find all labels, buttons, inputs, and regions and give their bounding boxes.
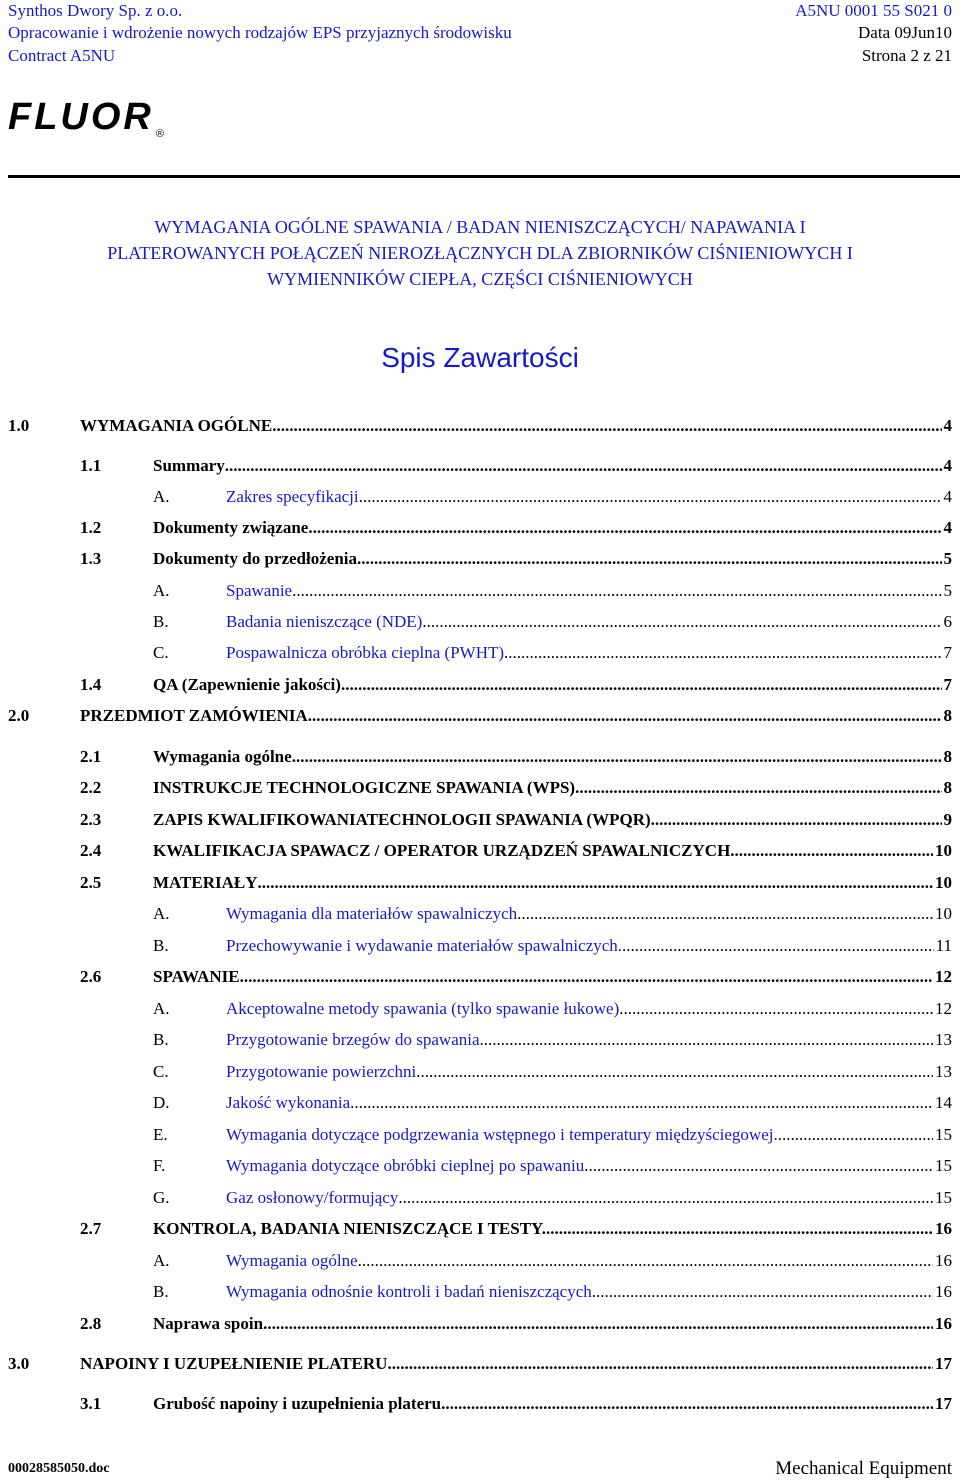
toc-entry-title: Wymagania dotyczące obróbki cieplnej po spawaniu: [226, 1156, 585, 1175]
contract-number: Contract A5NU: [8, 46, 116, 65]
toc-entry[interactable]: [153, 1280, 952, 1304]
document-title-line: WYMIENNIKÓW CIEPŁA, CZĘŚCI CIŚNIENIOWYCH: [267, 269, 693, 289]
toc-leader-dots: [592, 1280, 933, 1304]
toc-entry-page: 10: [935, 841, 952, 860]
toc-leader-dots: [422, 610, 941, 634]
toc-entry-title: QA (Zapewnienie jakości): [153, 675, 341, 694]
toc-entry-title: ZAPIS KWALIFIKOWANIATECHNOLOGII SPAWANIA (WPQR): [153, 810, 651, 829]
toc-entry[interactable]: [80, 839, 952, 863]
toc-entry-number: 3.0: [8, 1354, 30, 1373]
toc-entry-title: Jakość wykonania: [226, 1093, 351, 1112]
toc-leader-dots: [357, 547, 942, 571]
toc-entry[interactable]: [153, 641, 952, 665]
toc-entry[interactable]: [80, 871, 952, 895]
toc-entry[interactable]: [80, 965, 952, 989]
header-row-2: [8, 22, 952, 44]
toc-entry[interactable]: [80, 516, 952, 540]
toc-entry[interactable]: [153, 934, 952, 958]
toc-entry-number: A.: [153, 581, 170, 600]
toc-entry[interactable]: [80, 1217, 952, 1241]
toc-leader-dots: [292, 579, 941, 603]
toc-leader-dots: [341, 673, 942, 697]
project-name: Opracowanie i wdrożenie nowych rodzajów EPS przyjaznych środowisku: [8, 23, 512, 42]
toc-entry-number: C.: [153, 643, 169, 662]
toc-entry-page: 14: [935, 1093, 952, 1112]
toc-leader-dots: [263, 1312, 933, 1336]
document-title: [0, 214, 960, 292]
toc-entry[interactable]: [153, 1123, 952, 1147]
toc-entry-page: 8: [943, 747, 952, 766]
toc-entry-number: 2.0: [8, 706, 30, 725]
toc-entry-title: Wymagania ogólne: [153, 747, 292, 766]
toc-entry-title: PRZEDMIOT ZAMÓWIENIA: [80, 706, 308, 725]
company-name: Synthos Dwory Sp. z o.o.: [8, 1, 183, 20]
toc-entry-number: A.: [153, 904, 170, 923]
toc-leader-dots: [651, 808, 942, 832]
toc-leader-dots: [292, 745, 942, 769]
toc-entry-title: Grubość napoiny i uzupełnienia plateru: [153, 1394, 442, 1413]
toc-entry-title: Dokumenty związane: [153, 518, 309, 537]
toc-leader-dots: [584, 1154, 933, 1178]
toc-entry-number: 1.3: [80, 549, 102, 568]
toc-entry-number: B.: [153, 612, 169, 631]
toc-entry[interactable]: [153, 1186, 952, 1210]
toc-entry[interactable]: [8, 1352, 952, 1376]
toc-entry-number: 2.5: [80, 873, 102, 892]
toc-leader-dots: [225, 454, 942, 478]
toc-entry-number: B.: [153, 1030, 169, 1049]
toc-entry[interactable]: [153, 1028, 952, 1052]
toc-leader-dots: [517, 902, 933, 926]
toc-entry-page: 12: [935, 999, 952, 1018]
toc-entry[interactable]: [80, 1392, 952, 1416]
toc-leader-dots: [240, 965, 933, 989]
toc-entry-title: Pospawalnicza obróbka cieplna (PWHT): [226, 643, 505, 662]
toc-entry-number: 1.1: [80, 456, 102, 475]
toc-entry-page: 16: [935, 1314, 952, 1333]
footer-section: Mechanical Equipment: [775, 1458, 952, 1479]
toc-entry[interactable]: [153, 485, 952, 509]
toc-entry-title: WYMAGANIA OGÓLNE: [80, 416, 273, 435]
toc-entry-title: INSTRUKCJE TECHNOLOGICZNE SPAWANIA (WPS): [153, 778, 576, 797]
toc-leader-dots: [480, 1028, 933, 1052]
toc-entry-number: 2.4: [80, 841, 102, 860]
toc-leader-dots: [359, 485, 942, 509]
toc-entry[interactable]: [153, 1249, 952, 1273]
toc-leader-dots: [308, 704, 942, 728]
toc-entry-number: 1.2: [80, 518, 102, 537]
toc-entry-page: 16: [935, 1219, 952, 1238]
toc-leader-dots: [546, 1217, 933, 1241]
document-title-line: WYMAGANIA OGÓLNE SPAWANIA / BADAN NIENISZCZĄCYCH/ NAPAWANIA I: [154, 217, 806, 237]
header-row-3: [8, 45, 952, 67]
toc-entry-page: 6: [943, 612, 952, 631]
toc-entry[interactable]: [153, 610, 952, 634]
toc-entry-page: 5: [943, 581, 952, 600]
toc-entry[interactable]: [8, 704, 952, 728]
logo-text: FLUOR: [8, 96, 154, 138]
toc-leader-dots: [272, 414, 941, 438]
toc-leader-dots: [504, 641, 941, 665]
toc-entry-number: 2.6: [80, 967, 102, 986]
toc-entry-page: 10: [935, 904, 952, 923]
toc-leader-dots: [258, 871, 933, 895]
toc-entry-page: 4: [943, 456, 952, 475]
toc-entry-page: 12: [935, 967, 952, 986]
toc-entry-title: Wymagania dotyczące podgrzewania wstępnego i temperatury międzyściegowej.: [226, 1125, 778, 1144]
toc-entry-number: 2.3: [80, 810, 102, 829]
toc-entry[interactable]: [80, 673, 952, 697]
toc-entry[interactable]: [80, 454, 952, 478]
toc-entry-page: 7: [943, 675, 952, 694]
toc-entry-title: Summary: [153, 456, 225, 475]
toc-entry-number: B.: [153, 1282, 169, 1301]
toc-leader-dots: [358, 1249, 933, 1273]
toc-entry[interactable]: [80, 808, 952, 832]
toc-entry-page: 13: [935, 1030, 952, 1049]
toc-entry-number: A.: [153, 1251, 170, 1270]
toc-entry-page: 8: [943, 778, 952, 797]
toc-entry-number: A.: [153, 999, 170, 1018]
toc-entry[interactable]: [153, 579, 952, 603]
toc-leader-dots: [735, 839, 933, 863]
toc-title: Spis Zawartości: [381, 342, 579, 373]
toc-entry-number: 2.2: [80, 778, 102, 797]
toc-entry[interactable]: [153, 1091, 952, 1115]
toc-entry-title: MATERIAŁY: [153, 873, 258, 892]
toc-entry-title: KONTROLA, BADANIA NIENISZCZĄCE I TESTY.: [153, 1219, 547, 1238]
toc-entry-page: 15: [935, 1156, 952, 1175]
header-divider: [8, 175, 960, 178]
header-row-1: [8, 0, 952, 22]
toc-leader-dots: [350, 1091, 933, 1115]
toc-entry-number: 2.1: [80, 747, 102, 766]
toc-entry-page: 8: [943, 706, 952, 725]
toc-entry[interactable]: [153, 902, 952, 926]
toc-leader-dots: [398, 1186, 933, 1210]
toc-entry-number: G.: [153, 1188, 170, 1207]
toc-entry-title: Wymagania ogólne: [226, 1251, 358, 1270]
page-number: Strona 2 z 21: [861, 46, 952, 65]
toc-entry-page: 4: [943, 518, 952, 537]
toc-entry-title: Dokumenty do przedłożenia: [153, 549, 357, 568]
toc-entry[interactable]: [80, 1312, 952, 1336]
toc-entry-number: E.: [153, 1125, 168, 1144]
document-title-line: PLATEROWANYCH POŁĄCZEŃ NIEROZŁĄCZNYCH DLA ZBIORNIKÓW CIŚNIENIOWYCH I: [107, 243, 853, 263]
toc-entry[interactable]: [153, 1154, 952, 1178]
fluor-logo: [8, 92, 162, 142]
toc-entry-number: C.: [153, 1062, 169, 1081]
toc-leader-dots: [416, 1060, 933, 1084]
document-code: A5NU 0001 55 S021 0: [795, 1, 952, 20]
toc-entry[interactable]: [153, 1060, 952, 1084]
toc-entry-title: NAPOINY I UZUPEŁNIENIE PLATERU: [80, 1354, 388, 1373]
toc-entry-page: 10: [935, 873, 952, 892]
toc-entry-page: 17: [935, 1354, 952, 1373]
toc-entry-number: D.: [153, 1093, 170, 1112]
toc-entry[interactable]: [80, 547, 952, 571]
toc-leader-dots: [387, 1352, 933, 1376]
toc-entry-title: Gaz osłonowy/formujący: [226, 1188, 399, 1207]
toc-entry-title: Przechowywanie i wydawanie materiałów spawalniczych.: [226, 936, 623, 955]
toc-leader-dots: [575, 776, 941, 800]
toc-entry-number: 2.7: [80, 1219, 102, 1238]
footer-filename: 00028585050.doc: [8, 1461, 110, 1476]
toc-entry-title: Naprawa spoin: [153, 1314, 264, 1333]
toc-entry-number: F.: [153, 1156, 166, 1175]
toc-entry-page: 16: [935, 1251, 952, 1270]
toc-entry-number: 1.4: [80, 675, 102, 694]
toc-entry-title: Wymagania odnośnie kontroli i badań nieniszczących: [226, 1282, 592, 1301]
toc-entry[interactable]: [153, 997, 952, 1021]
toc-entry-title: Wymagania dla materiałów spawalniczych: [226, 904, 518, 923]
toc-leader-dots: [622, 934, 934, 958]
toc-entry-title: Akceptowalne metody spawania (tylko spawanie łukowe): [226, 999, 620, 1018]
toc-entry-page: 4: [943, 416, 952, 435]
toc-entry-title: SPAWANIE: [153, 967, 240, 986]
toc-entry-page: 13: [935, 1062, 952, 1081]
toc-entry-title: Zakres specyfikacji: [226, 487, 359, 506]
toc-entry-title: Badania nieniszczące (NDE): [226, 612, 423, 631]
toc-entry-number: B.: [153, 936, 169, 955]
toc-leader-dots: [441, 1392, 933, 1416]
toc-entry-title: Przygotowanie powierzchni: [226, 1062, 417, 1081]
toc-entry-title: KWALIFIKACJA SPAWACZ / OPERATOR URZĄDZEŃ SPAWALNICZYCH.: [153, 841, 735, 860]
toc-entry[interactable]: [80, 776, 952, 800]
registered-mark: ®: [155, 128, 164, 140]
toc-entry-page: 9: [943, 810, 952, 829]
toc-entry-number: 2.8: [80, 1314, 102, 1333]
toc-leader-dots: [619, 997, 933, 1021]
toc-entry-number: 3.1: [80, 1394, 102, 1413]
toc-entry-title: Przygotowanie brzegów do spawania: [226, 1030, 480, 1049]
document-date: Data 09Jun10: [858, 23, 952, 42]
toc-entry-page: 5: [943, 549, 952, 568]
toc-entry-number: 1.0: [8, 416, 30, 435]
toc-leader-dots: [308, 516, 941, 540]
toc-entry-page: 4: [943, 487, 952, 506]
toc-entry-page: 17: [935, 1394, 952, 1413]
toc-entry-title: Spawanie: [226, 581, 293, 600]
toc-entry-number: A.: [153, 487, 170, 506]
toc-entry[interactable]: [8, 414, 952, 438]
toc-leader-dots: [778, 1123, 933, 1147]
toc-entry[interactable]: [80, 745, 952, 769]
toc-entry-page: 11: [935, 936, 952, 955]
toc-entry-page: 7: [943, 643, 952, 662]
toc-entry-page: 15: [935, 1188, 952, 1207]
toc-entry-page: 16: [935, 1282, 952, 1301]
toc-entry-page: 15: [935, 1125, 952, 1144]
